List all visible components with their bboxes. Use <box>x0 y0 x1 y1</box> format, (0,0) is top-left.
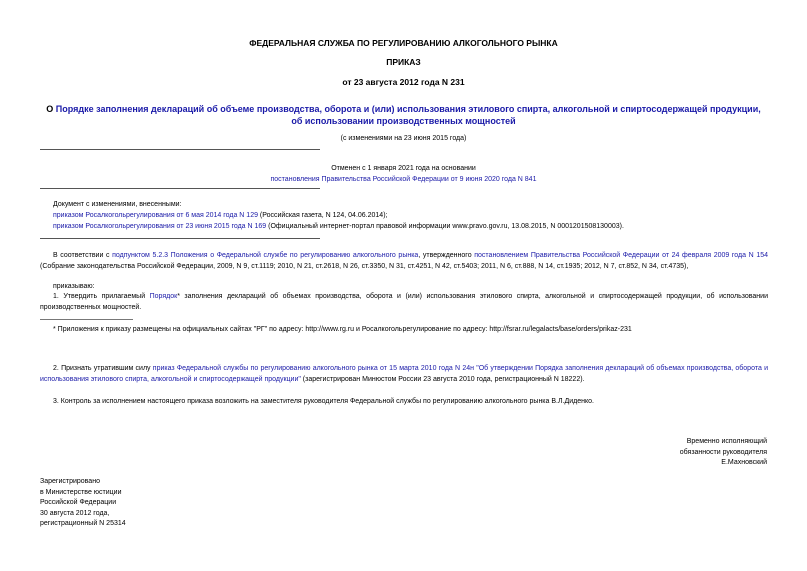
signatory-position-1: Временно исполняющий <box>686 438 767 445</box>
amendments-heading: Документ с изменениями, внесенными: <box>53 201 182 208</box>
repealed-order-link[interactable]: приказ Федеральной службы по регулированию алкогольного рынка от 15 марта 2010 года N 24н "Об утверждении Порядка заполнения деклараций об объемах производства, оборота и использования этилового спирта, алкогольной и спиртосодержащей продукции" <box>40 365 768 383</box>
title-prefix: О <box>46 104 56 114</box>
divider <box>40 188 320 189</box>
title-link[interactable]: Порядке заполнения деклараций об объеме производства, оборота и (или) использования этилового спирта, алкогольной и спиртосодержащей продукции, об использовании производственных мощностей <box>55 104 761 126</box>
preamble-paragraph: В соответствии с подпунктом 5.2.3 Положения о Федеральной службе по регулированию алкогольного рынка, утвержденного постановлением Правительства Российской Федерации от 24 февраля 2009 года N 154 (Собрание законодательства Российской Федерации, 2009, N 9, ст.1119; 2010, N 21, ст.2618, N 26, ст.3350, N 31, ст.4251, N 42, ст.5403; 2011, N 6, ст.888, N 14, ст.1935; 2012, N 7, ст.852, N 34, ст.4735), <box>40 252 768 270</box>
document-type: ПРИКАЗ <box>386 57 421 67</box>
amendment-link-2[interactable]: приказом Росалкогольрегулирования от 23 июня 2015 года N 169 <box>53 223 267 230</box>
procedure-link[interactable]: Порядок <box>149 293 178 300</box>
order-item-3: 3. Контроль за исполнением настоящего приказа возложить на заместителя руководителя Федеральной службы по регулированию алкогольного рынка В.Л.Диденко. <box>53 398 594 405</box>
order-item-1: 1. Утвердить прилагаемый Порядок* заполнения деклараций об объемах производства, оборота и (или) использования этилового спирта, алкогольной и спиртосодержащей продукции, об использовании производственных мощностей. <box>40 293 768 311</box>
divider <box>40 238 320 239</box>
repeal-link[interactable]: постановления Правительства Российской Федерации от 9 июня 2020 года N 841 <box>270 176 537 183</box>
amendment-item-1: приказом Росалкогольрегулирования от 6 мая 2014 года N 129 (Российская газета, N 124, 04.06.2014); <box>53 212 388 219</box>
amendment-link-1[interactable]: приказом Росалкогольрегулирования от 6 мая 2014 года N 129 <box>53 212 258 219</box>
preamble-link-1[interactable]: подпунктом 5.2.3 Положения о Федеральной службе по регулированию алкогольного рынка <box>112 252 419 259</box>
amendment-item-2: приказом Росалкогольрегулирования от 23 июня 2015 года N 169 (Официальный интернет-портал правовой информации www.pravo.gov.ru, 13.08.2015, N 0001201508130003). <box>53 223 624 230</box>
order-word: приказываю: <box>53 283 95 290</box>
signatory-name: Е.Махновский <box>721 459 767 466</box>
divider <box>40 149 320 150</box>
order-item-2: 2. Признать утратившим силу приказ Федеральной службы по регулированию алкогольного рынка от 15 марта 2010 года N 24н "Об утверждении Порядка заполнения деклараций об объемах производства, оборота и использования этилового спирта, алкогольной и спиртосодержащей продукции" (зарегистрирован Минюстом России 23 августа 2010 года, регистрационный N 18222). <box>40 365 768 383</box>
registration-block: Зарегистрировано в Министерстве юстиции Российской Федерации 30 августа 2012 года, регистрационный N 25314 <box>40 478 126 527</box>
document-date-number: от 23 августа 2012 года N 231 <box>342 77 465 87</box>
footnote-divider <box>40 319 133 320</box>
signatory-position-2: обязанности руководителя <box>679 448 767 456</box>
agency-name: ФЕДЕРАЛЬНАЯ СЛУЖБА ПО РЕГУЛИРОВАНИЮ АЛКОГОЛЬНОГО РЫНКА <box>249 38 558 48</box>
document-title <box>40 103 767 127</box>
amendment-note: (с изменениями на 23 июня 2015 года) <box>340 135 467 142</box>
repeal-notice: Отменен с 1 января 2021 года на основании <box>331 165 476 172</box>
footnote: * Приложения к приказу размещены на официальных сайтах "РГ" по адресу: http://www.rg.ru и Росалкогольрегулирование по адресу: http://fsrar.ru/legalacts/base/orders/prikaz-231 <box>53 326 632 333</box>
signature-block <box>680 437 767 469</box>
preamble-link-2[interactable]: постановлением Правительства Российской Федерации от 24 февраля 2009 года N 154 <box>474 252 768 259</box>
